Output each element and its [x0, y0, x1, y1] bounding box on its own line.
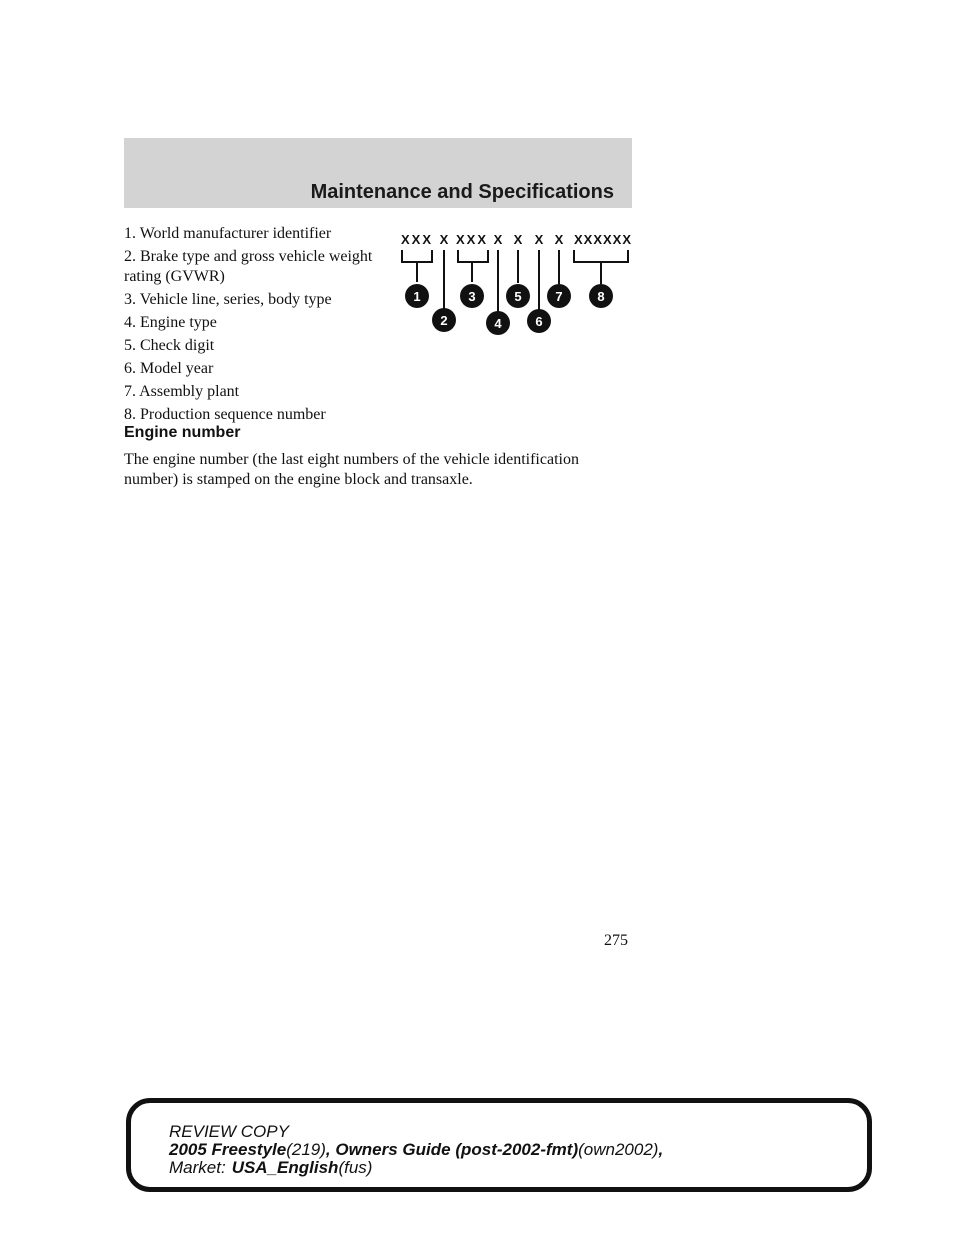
vin-label-5: 5	[514, 289, 522, 304]
review-footer	[126, 1098, 872, 1192]
vin-label-3: 3	[468, 289, 476, 304]
legend-item-3: 3. Vehicle line, series, body type	[124, 291, 332, 308]
section-title: Maintenance and Specifications	[310, 181, 614, 203]
footer-line-2	[169, 1141, 849, 1159]
vin-label-2: 2	[440, 313, 448, 328]
footer-model: 2005 Freestyle	[169, 1140, 287, 1159]
page-number: 275	[604, 932, 628, 949]
vin-label-4: 4	[494, 316, 502, 331]
vin-bracket-3	[458, 250, 488, 262]
vin-label-7: 7	[555, 289, 563, 304]
legend-item-6: 6. Model year	[124, 360, 214, 377]
vin-group-1: XXX	[400, 232, 434, 247]
vin-group-3: XXX	[455, 232, 489, 247]
vin-diagram	[392, 228, 642, 338]
footer-market: USA_English	[231, 1158, 339, 1177]
engine-number-heading: Engine number	[124, 424, 241, 441]
vin-label-6: 6	[535, 314, 543, 329]
engine-number-body: The engine number (the last eight numbers of the vehicle identification number) is stamped on the engine block and transaxle.	[124, 451, 579, 488]
vin-bracket-1	[402, 250, 432, 262]
vin-label-1: 1	[413, 289, 421, 304]
footer-market-code: (fus)	[338, 1158, 373, 1177]
vin-group-4: X	[493, 232, 503, 247]
legend-item-2: 2. Brake type and gross vehicle weight rating (GVWR)	[124, 248, 373, 285]
section-header	[124, 138, 632, 208]
footer-model-code: (219)	[286, 1140, 326, 1159]
vin-bracket-8	[574, 250, 628, 262]
legend-item-8: 8. Production sequence number	[124, 406, 326, 423]
footer-line-3	[169, 1159, 849, 1177]
legend-item-7: 7. Assembly plant	[124, 383, 240, 400]
vin-group-5: X	[513, 232, 523, 247]
footer-sep-2: ,	[658, 1140, 664, 1159]
footer-sep-1: ,	[325, 1140, 336, 1159]
footer-guide-code: (own2002)	[578, 1140, 659, 1159]
footer-market-label: Market:	[169, 1158, 226, 1177]
legend-item-5: 5. Check digit	[124, 337, 215, 354]
vin-group-8: XXXXXX	[573, 232, 633, 247]
vin-group-2: X	[439, 232, 449, 247]
legend-item-1: 1. World manufacturer identifier	[124, 225, 332, 242]
footer-guide: Owners Guide (post-2002-fmt)	[335, 1140, 579, 1159]
vin-legend-list	[124, 224, 374, 428]
footer-text	[169, 1123, 849, 1177]
footer-review-copy: REVIEW COPY	[169, 1122, 289, 1141]
vin-group-7: X	[554, 232, 564, 247]
legend-item-4: 4. Engine type	[124, 314, 217, 331]
vin-group-6: X	[534, 232, 544, 247]
vin-label-8: 8	[597, 289, 605, 304]
